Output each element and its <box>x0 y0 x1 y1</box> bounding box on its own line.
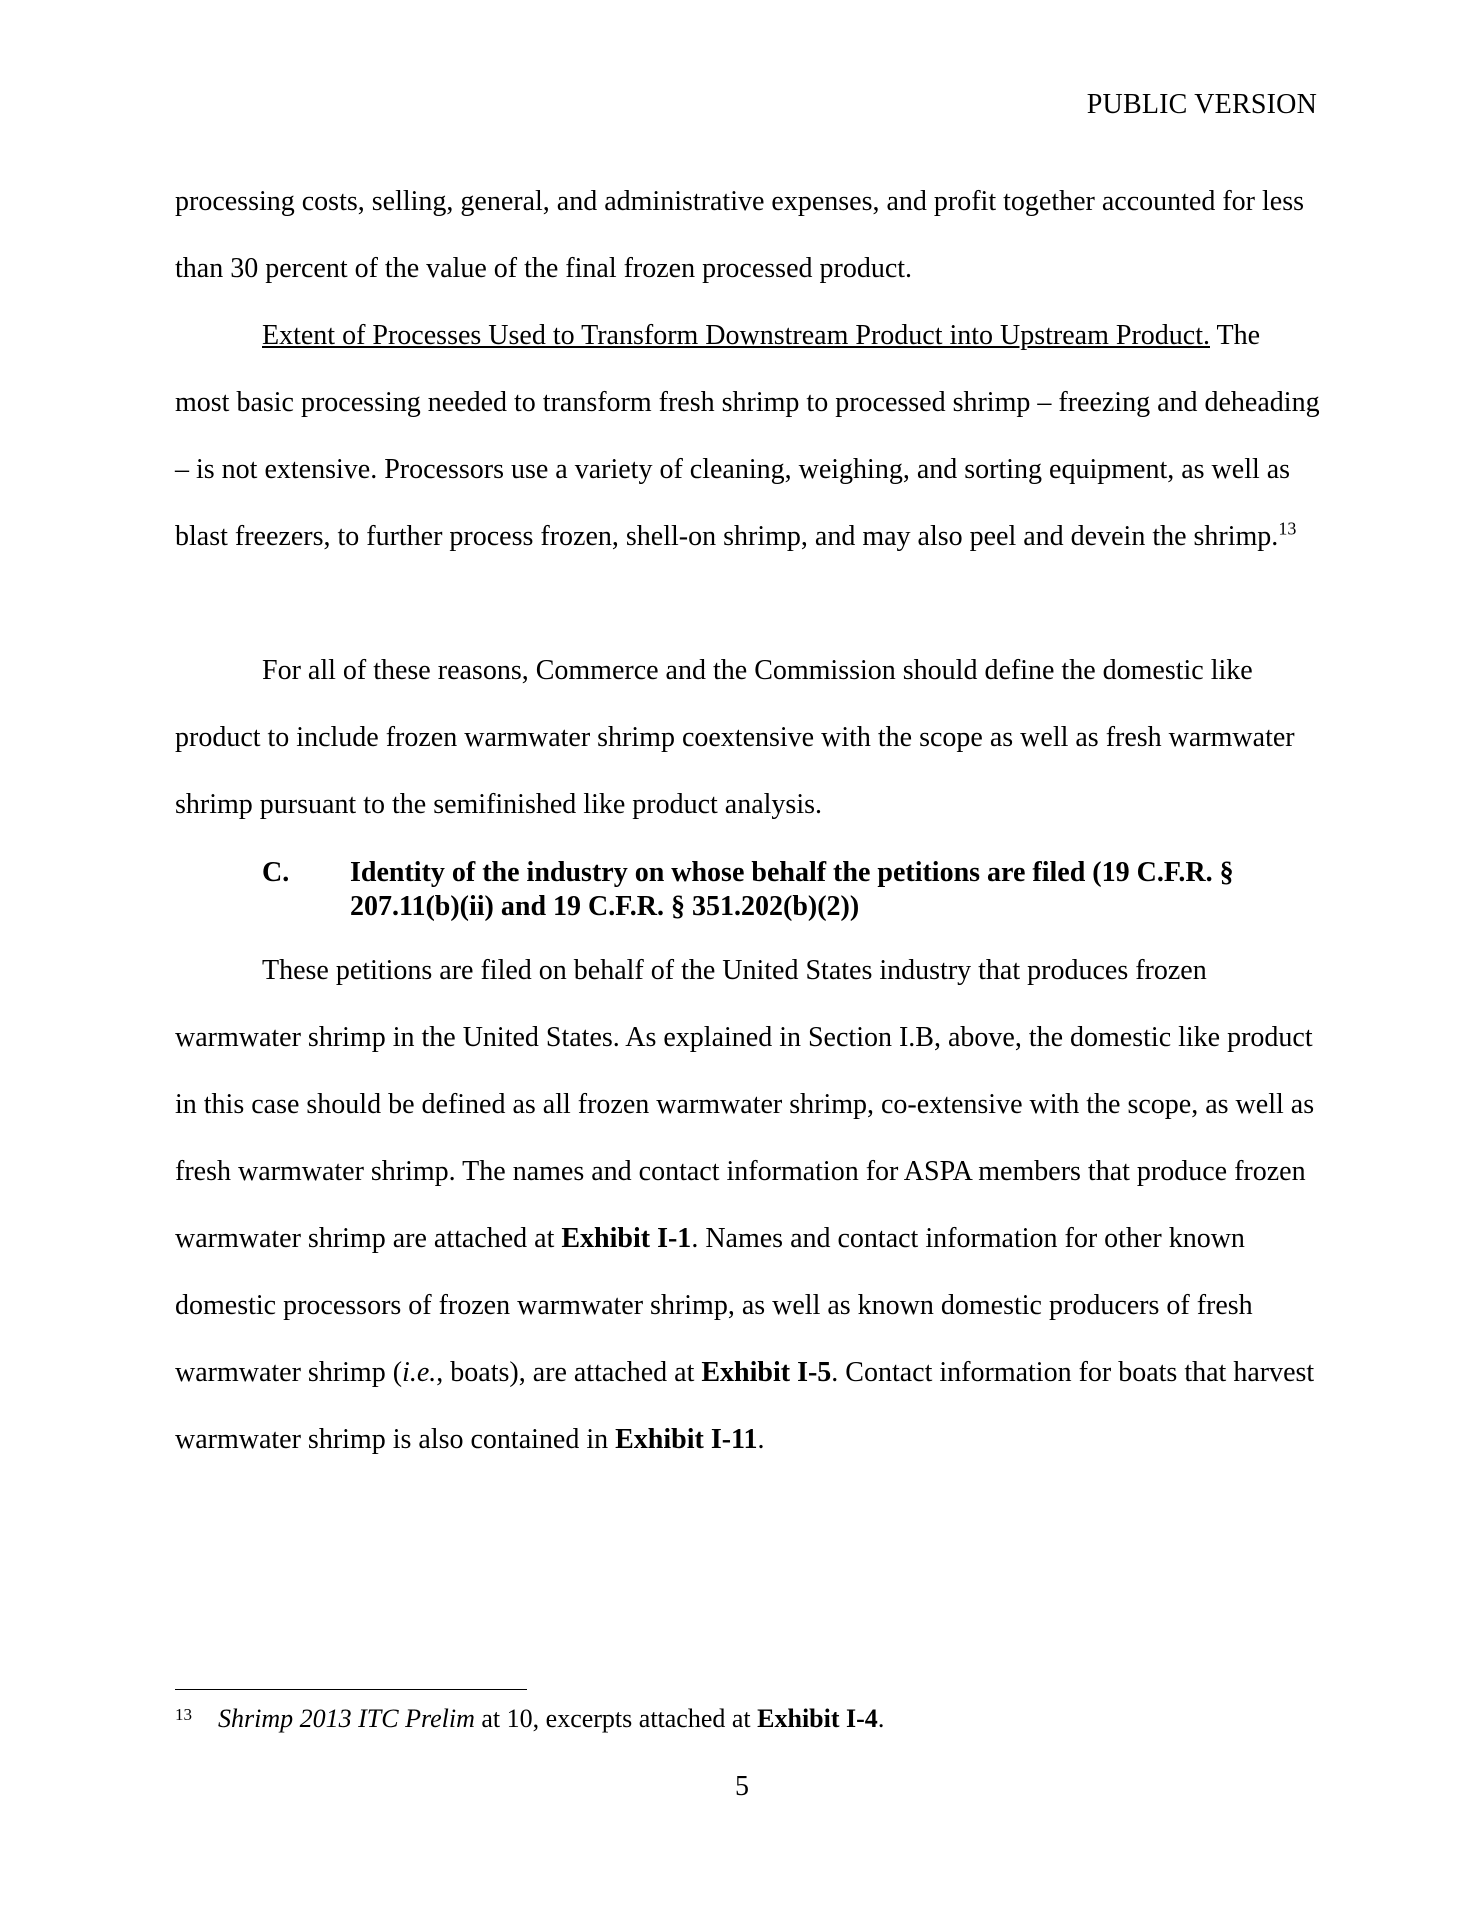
paragraph-text: . Names and contact information for other known domestic processors of frozen warmwater shrimp, as well as known domestic producers of fresh warmwater shrimp ( <box>175 1223 1253 1388</box>
exhibit-reference: Exhibit I-5 <box>701 1357 832 1388</box>
footnote-number: 13 <box>175 1705 192 1724</box>
section-letter: C. <box>262 857 290 888</box>
paragraph-for-all-reasons: For all of these reasons, Commerce and the Commission should define the domestic like product to include frozen warmwater shrimp coextensive with the scope as well as fresh warmwater shrimp pursuant to the semifinished like product analysis. <box>175 655 1295 820</box>
footnote-end: . <box>877 1704 885 1733</box>
footnote-body: at 10, excerpts attached at <box>474 1704 758 1733</box>
paragraph-text: . <box>757 1424 765 1455</box>
exhibit-reference: Exhibit I-1 <box>561 1223 692 1254</box>
paragraph-text: . Contact information for boats that harvest warmwater shrimp is also contained in <box>175 1357 1315 1455</box>
paragraph-text: , boats), are attached at <box>436 1357 702 1388</box>
paragraph-identity-of-industry <box>175 937 1320 1473</box>
footnote-reference[interactable]: 13 <box>1278 518 1297 539</box>
footnote-text <box>218 1702 884 1736</box>
ie-abbreviation: i.e. <box>402 1357 437 1388</box>
paragraph-extent-of-processes <box>175 302 1320 570</box>
public-version-header: PUBLIC VERSION <box>1086 89 1317 120</box>
paragraph-text: These petitions are filed on behalf of the United States industry that produces frozen warmwater shrimp in the United States. As explained in Section I.B, above, the domestic like product in this case should be defined as all frozen warmwater shrimp, co-extensive with the scope, as well as fresh warmwater shrimp. The names and contact information for ASPA members that produce frozen warmwater shrimp are attached at <box>175 955 1315 1254</box>
paragraph-heading-underlined: Extent of Processes Used to Transform Downstream Product into Upstream Product. <box>262 320 1210 351</box>
footnote-exhibit: Exhibit I-4 <box>757 1704 878 1733</box>
page-number: 5 <box>735 1771 749 1802</box>
paragraph-body: The most basic processing needed to transform fresh shrimp to processed shrimp – freezing and deheading – is not extensive. Processors use a variety of cleaning, weighing, and sorting equipment, as well as blast freezers, to further process frozen, shell-on shrimp, and may also peel and devein the shrimp. <box>175 320 1320 552</box>
footnote-separator <box>175 1689 527 1690</box>
exhibit-reference: Exhibit I-11 <box>615 1424 758 1455</box>
section-title: Identity of the industry on whose behalf the petitions are filed (19 C.F.R. § 207.11(b)(ii) and 19 C.F.R. § 351.202(b)(2)) <box>350 857 1234 922</box>
paragraph-processing-costs: processing costs, selling, general, and administrative expenses, and profit together accounted for less than 30 percent of the value of the final frozen processed product. <box>175 186 1304 284</box>
footnote-citation: Shrimp 2013 ITC Prelim <box>218 1704 475 1733</box>
